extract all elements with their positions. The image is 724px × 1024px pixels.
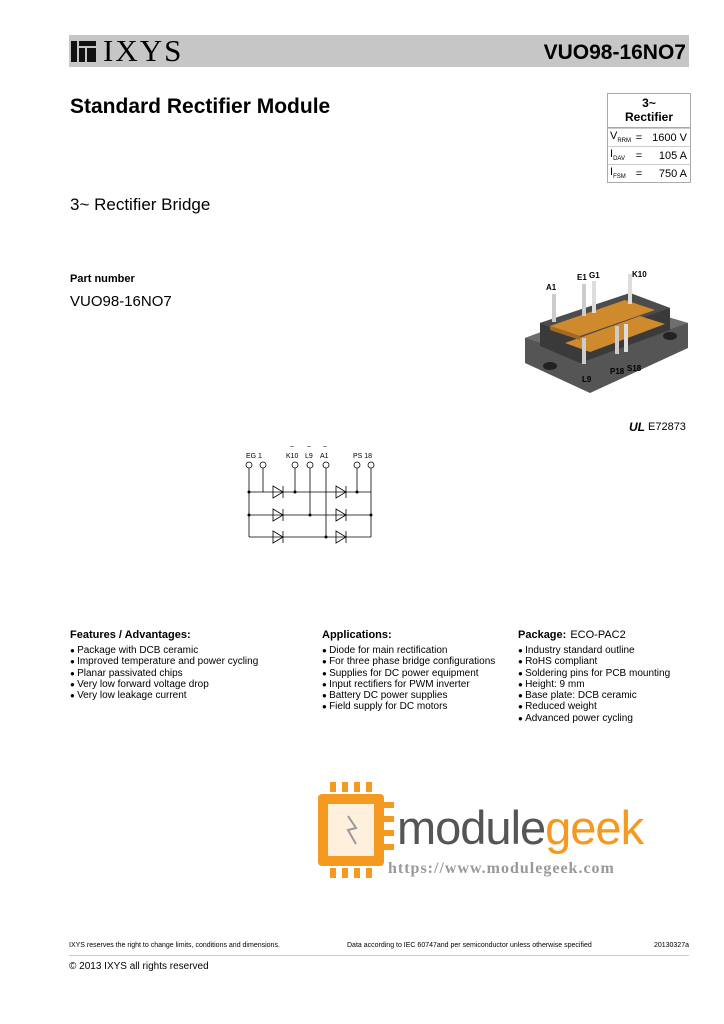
pin-label-p18: P18 (610, 367, 625, 376)
watermark-brand: modulegeek (397, 801, 644, 854)
ixys-logo (71, 33, 184, 68)
list-item: ● Industry standard outline (518, 645, 698, 656)
list-item: ● Soldering pins for PCB mounting (518, 668, 698, 679)
terminal-label-ps18: PS 18 (353, 453, 373, 460)
list-item: ● Input rectifiers for PWM inverter (322, 679, 512, 690)
list-item: ● Field supply for DC motors (322, 701, 512, 712)
list-item: ● Base plate: DCB ceramic (518, 690, 698, 701)
part-number-value: VUO98-16NO7 (70, 293, 172, 310)
list-item: ● Supplies for DC power equipment (322, 668, 512, 679)
applications-list (322, 645, 512, 713)
terminal-label-eg1: EG 1 (246, 453, 262, 460)
list-item: ● Height: 9 mm (518, 679, 698, 690)
pin-label-a1: A1 (546, 283, 557, 292)
spec-heading: 3~ Rectifier (608, 94, 690, 128)
footer-copyright: © 2013 IXYS all rights reserved (69, 961, 209, 972)
list-item: ● For three phase bridge configurations (322, 656, 512, 667)
spec-row-vrrm: $V_{RRM}$ = 1600 V (608, 128, 690, 146)
package-title: Package: ECO-PAC2 (518, 629, 626, 641)
page-title: Standard Rectifier Module (70, 95, 331, 118)
package-drawing (520, 268, 695, 398)
footer-divider (69, 955, 689, 956)
ul-file-number: E72873 (648, 421, 686, 433)
pin-label-k10: K10 (632, 270, 647, 279)
list-item: ● Battery DC power supplies (322, 690, 512, 701)
package-list (518, 645, 698, 724)
terminal-label-a1: A1 (320, 453, 329, 460)
package-section (518, 629, 698, 724)
features-section (70, 629, 310, 701)
applications-section (322, 629, 512, 713)
part-number-label: Part number (70, 273, 135, 285)
ixys-logo-icon (71, 38, 97, 64)
list-item: ● Package with DCB ceramic (70, 645, 310, 656)
list-item: ● Planar passivated chips (70, 668, 310, 679)
circuit-schematic (240, 442, 380, 547)
page-subtitle: 3~ Rectifier Bridge (70, 195, 211, 214)
list-item: ● Very low forward voltage drop (70, 679, 310, 690)
footer-date-code: 20130327a (653, 942, 689, 949)
ul-icon: UL (629, 420, 645, 434)
list-item: ● Very low leakage current (70, 690, 310, 701)
pin-label-g1: G1 (589, 271, 600, 280)
svg-text:~: ~ (323, 444, 328, 451)
watermark-url: https://www.modulegeek.com (388, 860, 615, 877)
terminal-label-l9: L9 (305, 453, 313, 460)
applications-title: Applications: (322, 629, 392, 641)
chip-logo-icon (318, 782, 394, 878)
header-part-number: VUO98-16NO7 (543, 41, 686, 64)
terminal-label-k10: K10 (286, 453, 299, 460)
list-item: ● Improved temperature and power cycling (70, 656, 310, 667)
list-item: ● Diode for main rectification (322, 645, 512, 656)
spec-summary-box (607, 93, 691, 183)
svg-text:~: ~ (290, 444, 295, 451)
pin-label-l9: L9 (582, 375, 592, 384)
spec-row-idav: $I_{DAV}$ = 105 A (608, 146, 690, 164)
spec-row-ifsm: $I_{FSM}$ = 750 A (608, 164, 690, 182)
pin-label-e1: E1 (577, 273, 587, 282)
footer-disclaimer: IXYS reserves the right to change limits, conditions and dimensions. (69, 942, 280, 949)
list-item: ● RoHS compliant (518, 656, 698, 667)
pin-label-s18: S18 (627, 364, 642, 373)
ul-certification (629, 420, 686, 434)
package-value: ECO-PAC2 (570, 629, 626, 641)
list-item: ● Reduced weight (518, 701, 698, 712)
brand-name: IXYS (103, 33, 184, 68)
features-list (70, 645, 310, 701)
features-title: Features / Advantages: (70, 629, 191, 641)
list-item: ● Advanced power cycling (518, 713, 698, 724)
svg-text:~: ~ (307, 444, 312, 451)
footer-data-note: Data according to IEC 60747and per semiconductor unless otherwise specified (347, 942, 592, 949)
